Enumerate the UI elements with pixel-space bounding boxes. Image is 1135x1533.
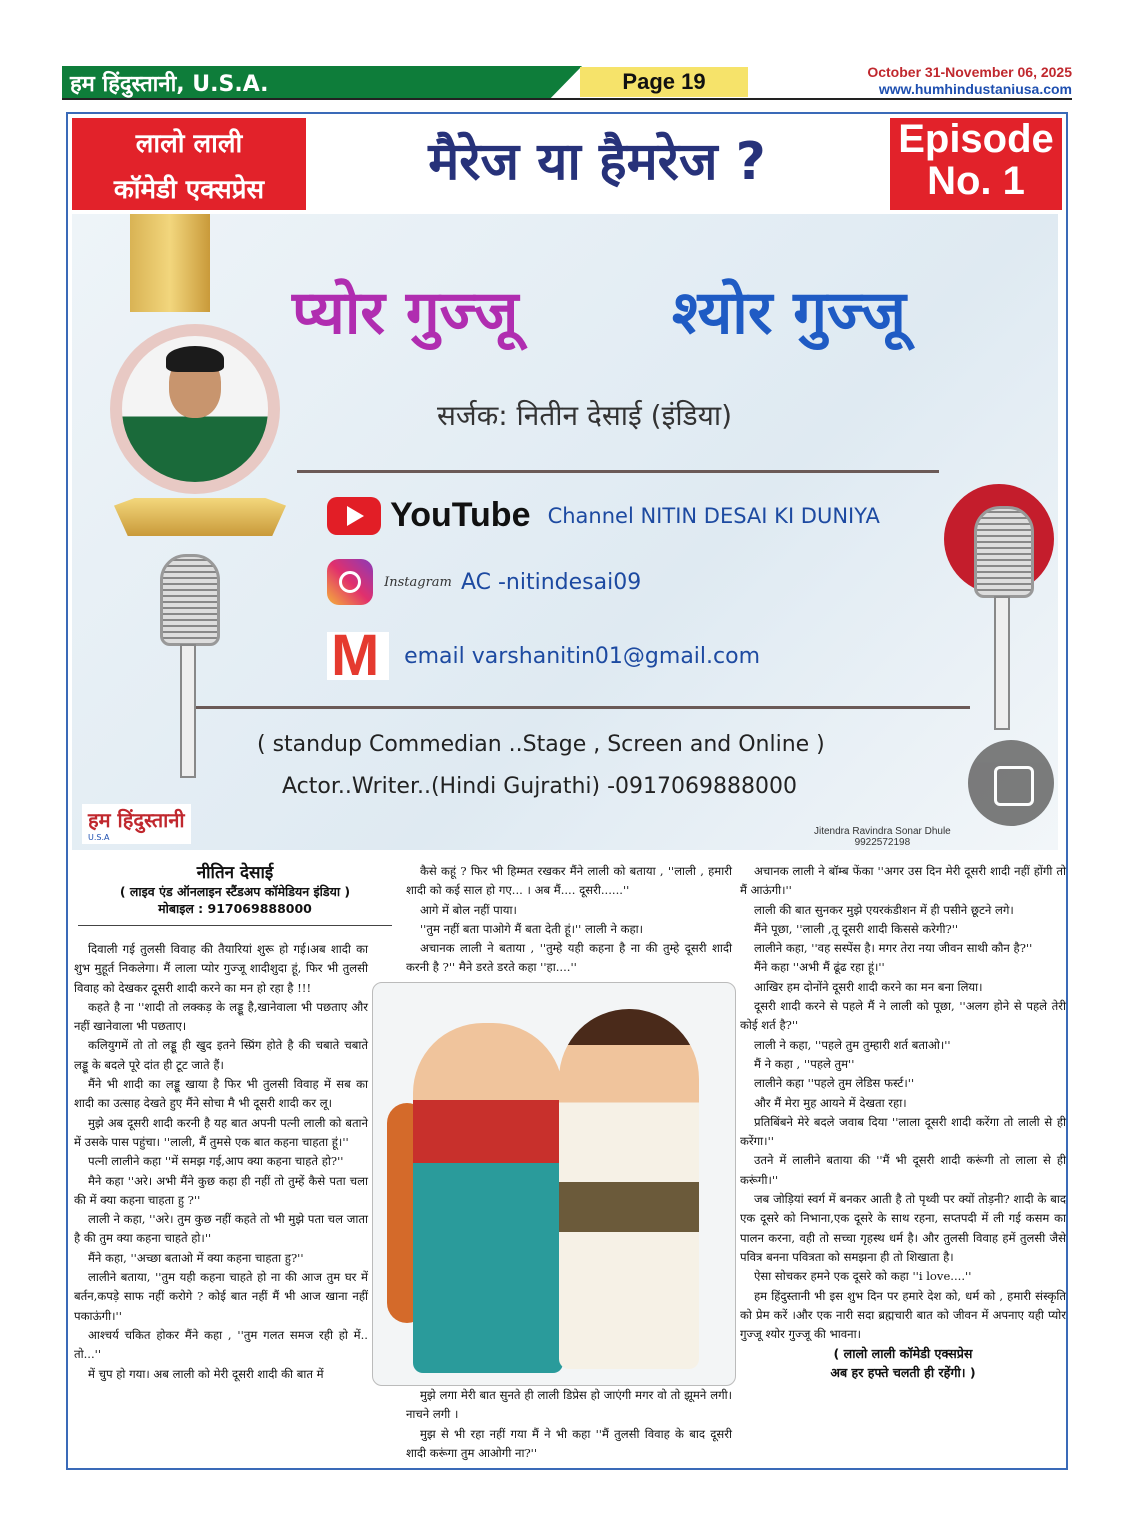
paragraph: मैंने कहा, ''अच्छा बताओ में क्या कहना चाहता हु?''	[88, 1250, 304, 1265]
paragraph: आश्चर्य चकित होकर मैंने कहा , ''तुम गलत समज रही हो में.. तो...''	[74, 1327, 368, 1362]
email-row[interactable]	[327, 632, 760, 680]
actor-line: Actor..Writer..(Hindi Gujrathi) -0917069888000	[282, 774, 797, 799]
paragraph: लालीने कहा ''पहले तुम लेडिस फर्स्ट।''	[754, 1076, 915, 1091]
logo-text: हम हिंदुस्तानी	[88, 808, 185, 832]
newspaper-logo	[82, 804, 191, 844]
paragraph: प्रतिबिंबने मेरे बदले जवाब दिया ''लाला दूसरी शादी करेंगा तो लाली से ही करेंगा।''	[740, 1114, 1066, 1149]
scan-icon	[994, 766, 1034, 806]
banner-title-right: श्योर गुज्जू	[672, 278, 906, 348]
signature-name: Jitendra Ravindra Sonar Dhule	[814, 826, 951, 837]
series-label	[72, 118, 306, 210]
paragraph: हम हिंदुस्तानी भी इस शुभ दिन पर हमारे देश को, धर्म को , हमारी संस्कृति को प्रेम करें ।और एक नारी सदा ब्रह्मचारी बात को जीवन में अपनाए यही प्योर गुज्जू श्योर गुज्जू की भावना।	[740, 1288, 1066, 1342]
paragraph: ऐसा सोचकर हमने एक दूसरे को कहा ''i love....''	[754, 1269, 972, 1284]
instagram-row[interactable]	[327, 559, 641, 605]
website-link[interactable]: www.humhindustaniusa.com	[878, 81, 1072, 97]
paragraph: उतने में लालीने बताया की ''मैं भी दूसरी शादी करूंगी तो लाला से ही करूंगी।''	[740, 1153, 1066, 1187]
paragraph: आखिर हम दोनोंने दूसरी शादी करने का मन बना लिया।	[754, 979, 983, 994]
paragraph: मैं ने कहा , ''पहले तुम''	[754, 1056, 855, 1071]
episode-line2: No. 1	[927, 159, 1025, 203]
paragraph: मैंने पूछा, ''लाली ,तू दूसरी शादी किससे करेगी?''	[754, 921, 959, 936]
paragraph: लालीने बताया, ''तुम यही कहना चाहते हो ना की आज तुम घर में बर्तन,कपड़े साफ नहीं करोगे ? कोई बात नहीं मैं भी आज खाना नहीं पकाऊंगी।''	[74, 1270, 368, 1323]
issue-date: October 31-November 06, 2025	[867, 64, 1072, 80]
paragraph: दिवाली गई तुलसी विवाह की तैयारियां शुरू हो गई।अब शादी का शुभ मुहूर्त निकलेगा। मैं लाला प्योर गुज्जू शादीशुदा हूं, फिर भी तुलसी विवाह को देखकर दूसरी शादी करने का मन हो रहा है !!!	[74, 942, 368, 995]
paragraph: मुझ से भी रहा नहीं गया मैं ने भी कहा ''मैं तुलसी विवाह के बाद दूसरी शादी करूंगा तुम आओगी ना?''	[406, 1426, 732, 1460]
youtube-icon	[327, 497, 381, 535]
paragraph: अचानक लाली ने बॉम्ब फेंका ''अगर उस दिन मेरी दूसरी शादी नहीं होंगी तो मैं आऊंगी।''	[740, 864, 1066, 898]
article-title: मैरेज या हैमरेज ?	[428, 132, 766, 192]
instagram-handle: AC -nitindesai09	[460, 569, 642, 595]
youtube-wordmark: YouTube	[390, 496, 531, 534]
author-role: ( लाइव एंड ऑनलाइन स्टैंडअप कॉमेडियन इंडिया )	[119, 884, 351, 899]
paragraph: लालीने कहा, ''वह सस्पेंस है। मगर तेरा नया जीवन साथी कौन है?''	[754, 941, 1033, 956]
page-header	[62, 66, 1072, 98]
promo-banner	[72, 214, 1058, 850]
bride-figure	[413, 1023, 563, 1373]
instagram-icon	[327, 559, 373, 605]
paragraph: मुझे अब दूसरी शादी करनी है यह बात अपनी पत्नी लाली को बताने में उसके पास पहुंचा। ''लाली, मैं तुमसे एक बात कहना चाहता हूं।''	[74, 1115, 368, 1149]
instagram-label: Instagram	[384, 574, 452, 590]
byline-rule	[78, 925, 392, 926]
article-column-1	[74, 940, 368, 1384]
author-photo-inner	[122, 336, 268, 482]
byline	[72, 860, 398, 926]
article-column-3	[740, 862, 1066, 1382]
article-column-2-bottom	[406, 1386, 732, 1463]
creator-credit: सर्जक: नितीन देसाई (इंडिया)	[437, 399, 733, 432]
signature-phone: 9922572198	[854, 837, 911, 848]
gold-ribbon	[114, 498, 286, 536]
paragraph: जब जोड़ियां स्वर्ग में बनकर आती है तो पृथ्वी पर क्यों तोड़नी? शादी के बाद एक दूसरे को निभाना,एक दूसरे के साथ रहना, सप्तपदी में ली गई कसम का पालन करना, वही तो सच्चा गृहस्थ धर्म है। और तुलसी विवाह हमें तुलसी जैसे पवित्र बनना पवित्रता को समझना ही तो शिखाता है।	[740, 1192, 1066, 1264]
author-photo	[110, 324, 280, 494]
paragraph: कलियुगमें तो तो लड्डू ही खुद इतने स्प्रिंग होते है की चबाते चबाते लड्डू के बदले पूरे दांत ही टूट जाते हैं।	[74, 1038, 368, 1072]
paragraph: मुझे लगा मेरी बात सुनते ही लाली डिप्रेस हो जाएंगी मगर वो तो झूमने लगी। नाचने लगी ।	[406, 1388, 732, 1422]
newspaper-name: हम हिंदुस्तानी, U.S.A.	[70, 72, 269, 97]
gold-ribbon-top	[130, 214, 210, 312]
banner-rule-top	[297, 470, 939, 473]
closing-line1: ( लालो लाली कॉमेडी एक्सप्रेस	[833, 1346, 973, 1362]
paragraph: मैंने भी शादी का लड्डू खाया है फिर भी तुलसी विवाह में सब का शादी का उत्साह देखते हुए मैंने सोचा मै भी दूसरी शादी कर लू।	[74, 1077, 368, 1111]
author-mobile: मोबाइल : 917069888000	[158, 901, 312, 916]
paragraph: कैसे कहूं ? फिर भी हिम्मत रखकर मैंने लाली को बताया , ''लाली , हमारी शादी को कई साल हो गए... । अब मैं.... दूसरी......''	[406, 864, 732, 898]
paragraph: लाली की बात सुनकर मुझे एयरकंडीशन में ही पसीने छूटने लगे।	[754, 902, 1014, 917]
series-label-line1: लालो लाली	[135, 129, 243, 159]
scan-text-button[interactable]	[968, 740, 1054, 826]
paragraph: ''तुम नहीं बता पाओगे मैं बता देती हूं।'' लाली ने कहा।	[420, 921, 644, 936]
closing-note	[740, 1344, 1066, 1382]
paragraph: अचानक लाली ने बताया , ''तुम्हे यही कहना है ना की तुम्हे दूसरी शादी करनी है ?'' मैने डरते डरते कहा ''हा....''	[406, 941, 732, 975]
page-number: Page 19	[580, 67, 748, 97]
paragraph: में चुप हो गया। अब लाली को मेरी दूसरी शादी की बात में	[88, 1366, 324, 1381]
paragraph: लाली ने कहा, ''पहले तुम तुम्हारी शर्त बताओ।''	[754, 1037, 951, 1052]
paragraph: लाली ने कहा, ''अरे। तुम कुछ नहीं कहते तो भी मुझे पता चल जाता है की तुम क्या कहना चाहते हो।''	[74, 1212, 368, 1246]
groom-figure	[559, 1009, 699, 1369]
article-column-2-top	[406, 862, 732, 978]
standup-line: ( standup Commedian ..Stage , Screen and Online )	[257, 732, 825, 757]
closing-line2: अब हर हफ्ते चलती ही रहेंगी। )	[830, 1365, 976, 1381]
paragraph: मैने कहा ''अरे। अभी मैंने कुछ कहा ही नहीं तो तुम्हें कैसे पता चला की में क्या कहना चाहता हु ?''	[74, 1173, 368, 1207]
microphone-icon	[160, 554, 220, 646]
paragraph: मैंने कहा ''अभी मैं ढूंढ रहा हूं।''	[754, 960, 885, 975]
mic-stand-right	[994, 596, 1010, 730]
series-label-line2: कॉमेडी एक्सप्रेस	[113, 175, 265, 205]
mic-stand-left	[180, 644, 196, 778]
paragraph: आगे में बोल नहीं पाया।	[420, 902, 517, 917]
paragraph: दूसरी शादी करने से पहले मैं ने लाली को पूछा, ''अलग होने से पहले तेरी कोई शर्त है?''	[740, 999, 1066, 1033]
paragraph: और मैं मेरा मुह आयने में देखता रहा।	[754, 1095, 907, 1110]
email-address: email varshanitin01@gmail.com	[404, 643, 761, 669]
couple-illustration	[372, 982, 736, 1386]
episode-badge	[890, 118, 1062, 210]
youtube-row[interactable]	[327, 496, 880, 535]
banner-rule-bottom	[180, 706, 970, 709]
logo-sub: U.S.A	[88, 833, 110, 842]
author-name: नीतिन देसाई	[196, 863, 274, 883]
microphone-icon	[974, 506, 1034, 598]
header-rule	[62, 98, 1072, 100]
author-hair	[166, 346, 224, 372]
banner-title-left: प्योर गुज्जू	[292, 278, 519, 348]
episode-line1: Episode	[898, 117, 1054, 161]
youtube-channel: Channel NITIN DESAI KI DUNIYA	[547, 503, 880, 528]
artist-signature	[814, 826, 951, 848]
gmail-icon	[327, 632, 389, 680]
paragraph: कहते है ना ''शादी तो लक्कड़ के लड्डू है,खानेवाला भी पछताए और नहीं खानेवाला भी पछताए।	[74, 999, 368, 1034]
paragraph: पत्नी लालीने कहा ''में समझ गई,आप क्या कहना चाहते हो?''	[88, 1154, 344, 1169]
